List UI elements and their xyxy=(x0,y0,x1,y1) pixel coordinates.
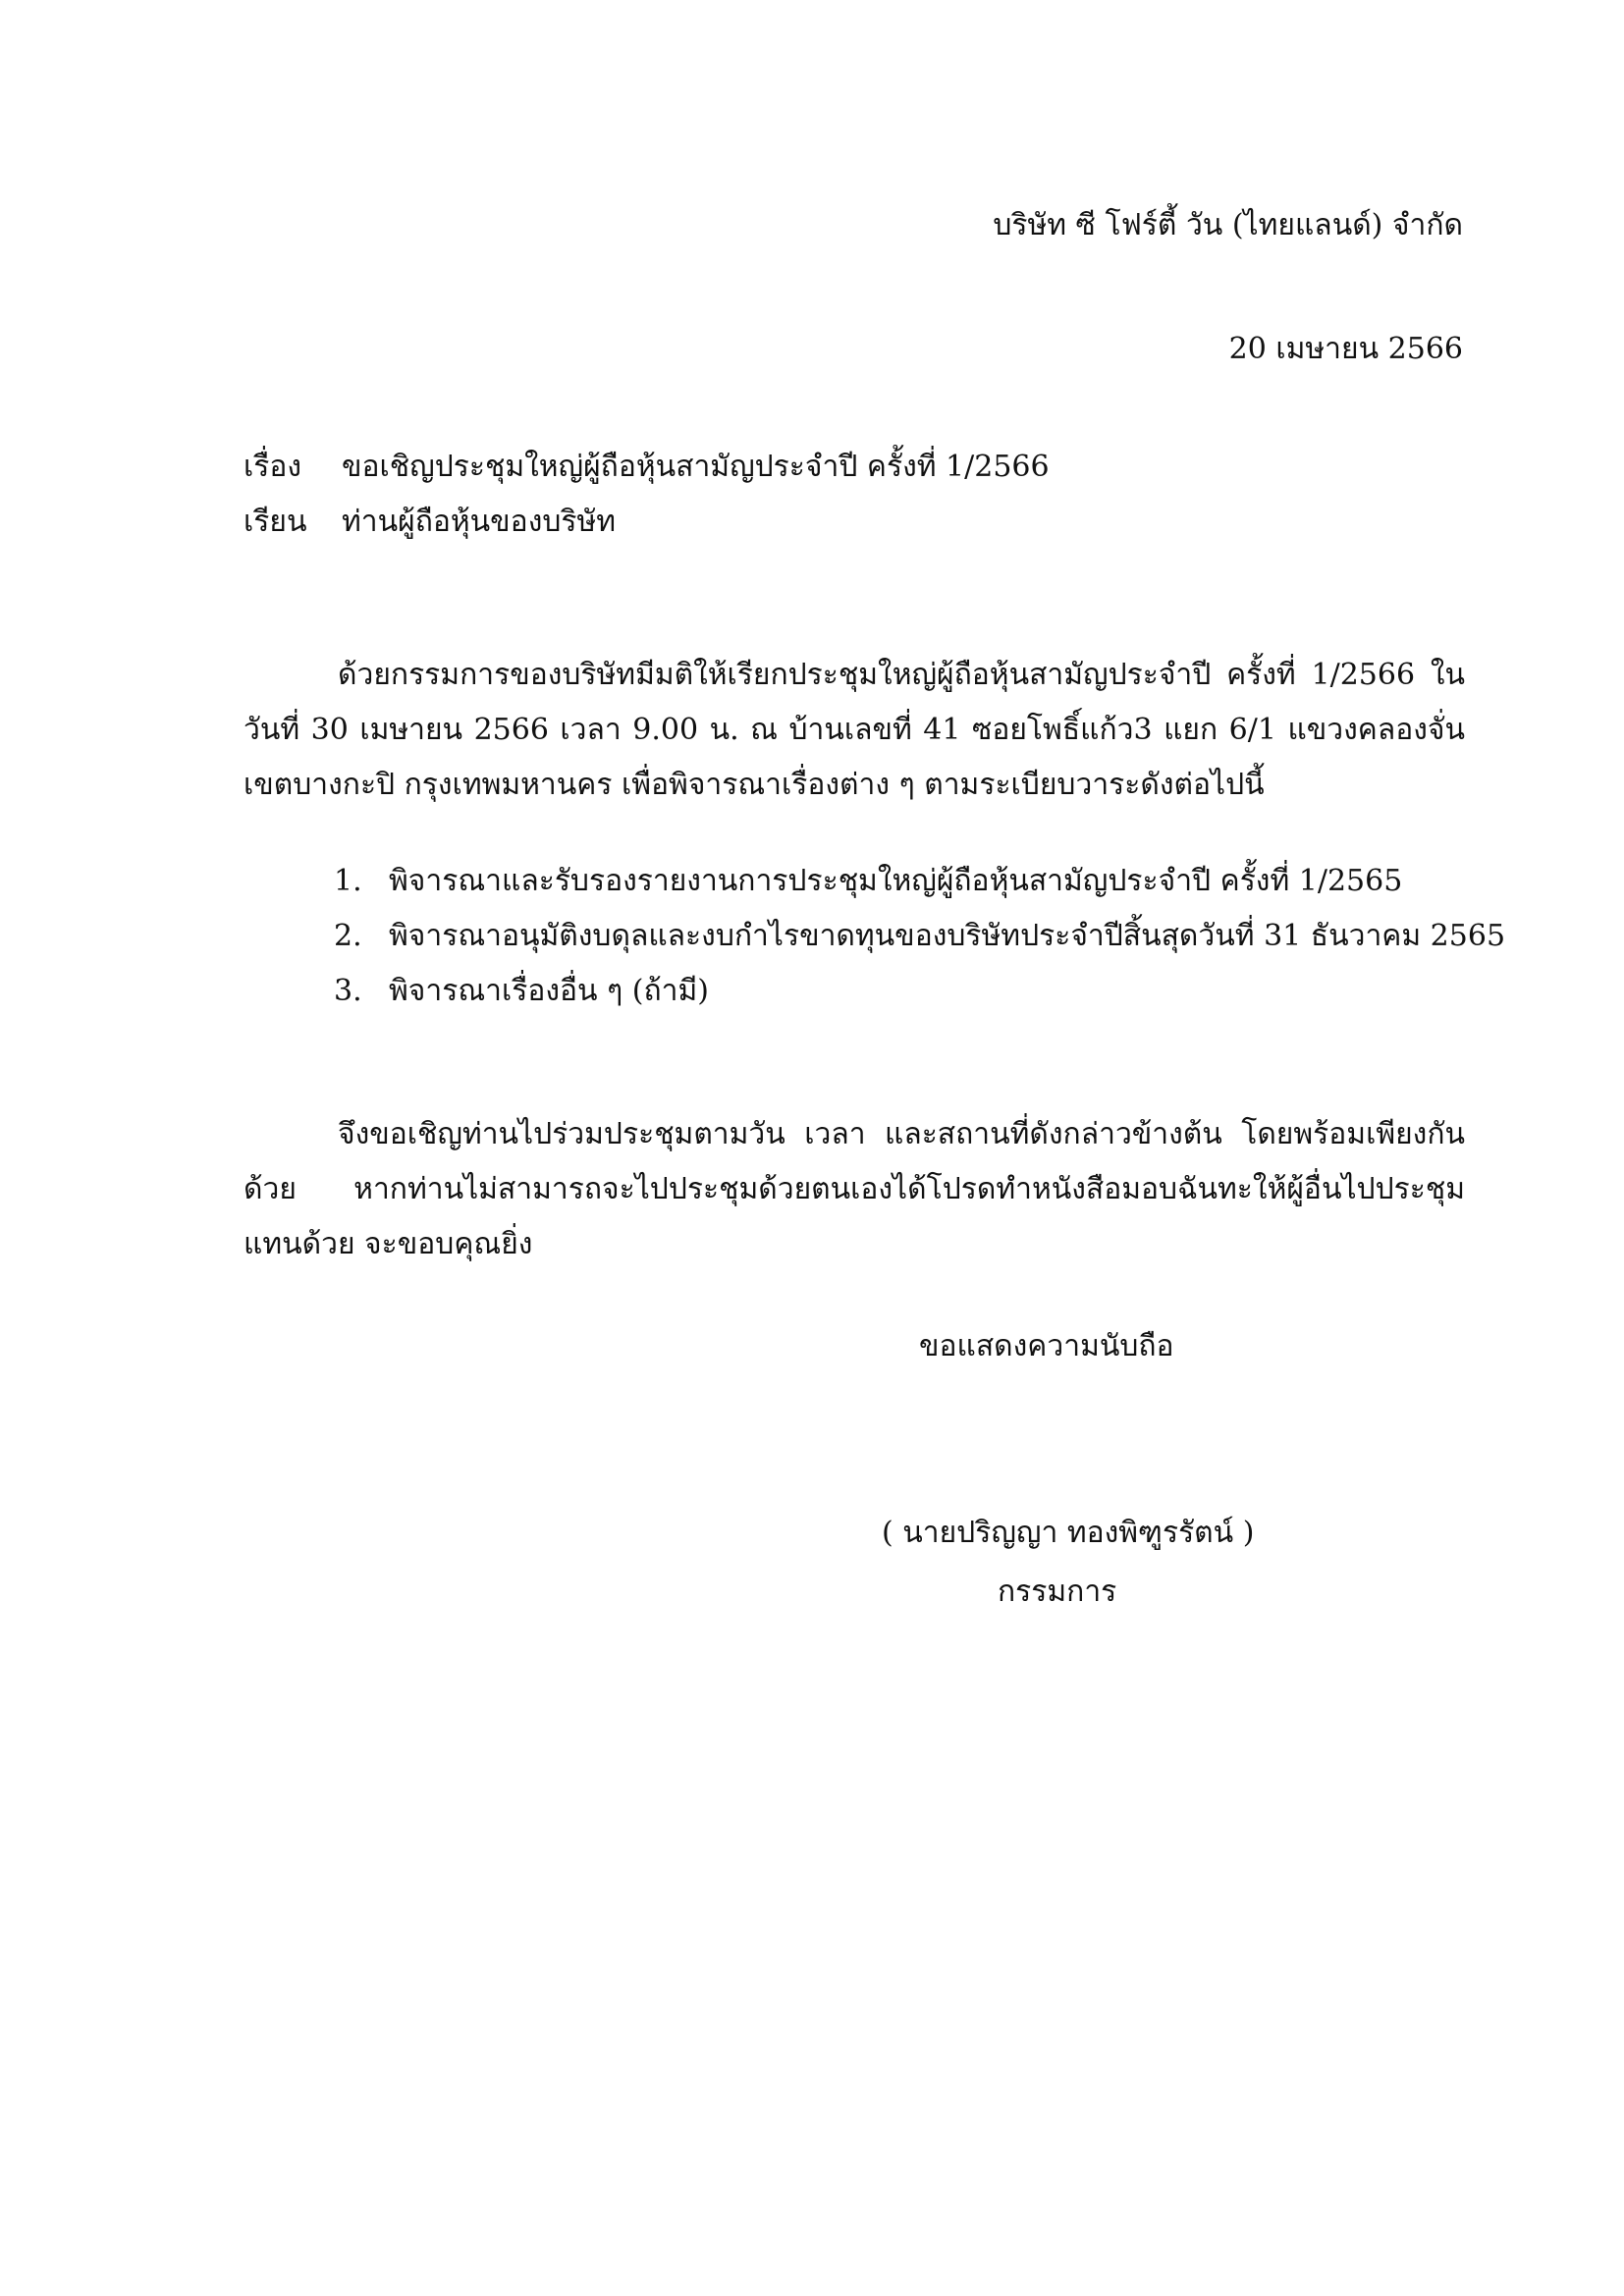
subject-text: ขอเชิญประชุมใหญ่ผู้ถือหุ้นสามัญประจำปี ครั้งที่ 1/2566 xyxy=(342,450,1050,484)
subject-label: เรื่อง xyxy=(244,450,302,484)
closing-salutation: ขอแสดงความนับถือ xyxy=(919,1329,1174,1363)
signer-name: ( นายปริญญา ทองพิฑูรรัตน์ ) xyxy=(882,1516,1255,1550)
agenda-item xyxy=(334,964,1505,1019)
agenda-item-text: พิจารณาเรื่องอื่น ๆ (ถ้ามี) xyxy=(389,974,709,1008)
agenda-item-text: พิจารณาและรับรองรายงานการประชุมใหญ่ผู้ถือหุ้นสามัญประจำปี ครั้งที่ 1/2565 xyxy=(389,864,1403,898)
agenda-list xyxy=(334,854,1505,1019)
signer-title: กรรมการ xyxy=(998,1575,1117,1609)
agenda-item-number: 1. xyxy=(334,864,362,898)
invitation-paragraph: จึงขอเชิญท่านไปร่วมประชุมตามวัน เวลา และสถานที่ดังกล่าวข้างต้น โดยพร้อมเพียงกันด้วย หากท่านไม่สามารถจะไปประชุมด้วยตนเองได้โปรดทำหนังสือมอบฉันทะให้ผู้อื่นไปประชุมแทนด้วย จะขอบคุณยิ่ง xyxy=(244,1117,1465,1261)
agenda-item-number: 2. xyxy=(334,919,362,953)
agenda-item-text: พิจารณาอนุมัติงบดุลและงบกำไรขาดทุนของบริษัทประจำปีสิ้นสุดวันที่ 31 ธันวาคม 2565 xyxy=(389,919,1506,953)
intro-paragraph: ด้วยกรรมการของบริษัทมีมติให้เรียกประชุมใหญ่ผู้ถือหุ้นสามัญประจำปี ครั้งที่ 1/2566 ในวันที่ 30 เมษายน 2566 เวลา 9.00 น. ณ บ้านเลขที่ 41 ซอยโพธิ์แก้ว3 แยก 6/1 แขวงคลองจั่น เขตบางกะปิ กรุงเทพมหานคร เพื่อพิจารณาเรื่องต่าง ๆ ตามระเบียบวาระดังต่อไปนี้ xyxy=(244,658,1465,802)
agenda-item xyxy=(334,854,1505,909)
company-name: บริษัท ซี โฟร์ตี้ วัน (ไทยแลนด์) จำกัด xyxy=(993,208,1463,242)
agenda-item xyxy=(334,909,1505,964)
agenda-item-number: 3. xyxy=(334,974,362,1008)
letter-date: 20 เมษายน 2566 xyxy=(1228,332,1463,366)
recipient-label: เรียน xyxy=(244,505,307,539)
recipient-text: ท่านผู้ถือหุ้นของบริษัท xyxy=(342,505,617,539)
